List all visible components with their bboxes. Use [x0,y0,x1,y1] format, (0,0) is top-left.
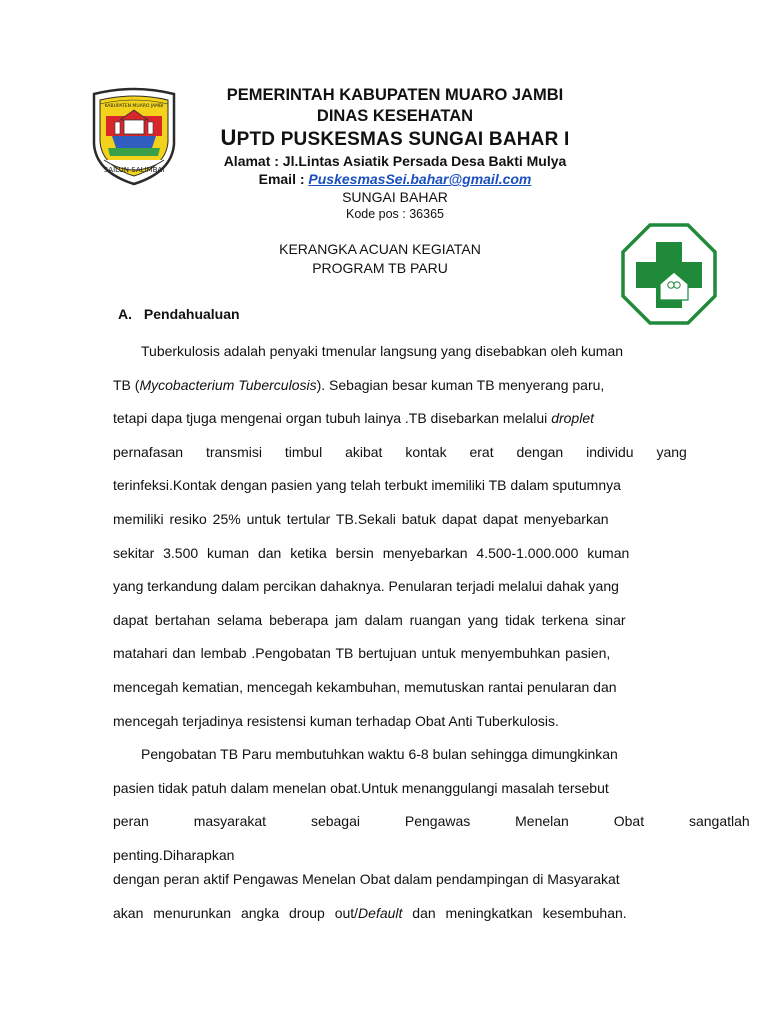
paragraph-line: peran masyarakat sebagai Pengawas Menelan Obat sangatlah [113,813,750,830]
postcode-line [185,206,605,222]
paragraph-line: terinfeksi.Kontak dengan pasien yang telah terbukt imemiliki TB dalam sputumnya [113,477,621,494]
paragraph-line: dapat bertahan selama beberapa jam dalam ruangan yang tidak terkena sinar [113,611,626,628]
document-title [180,240,580,278]
institution-name [185,126,605,152]
paragraph-line: penting.Diharapkan [113,846,235,863]
italic-term: Mycobacterium Tuberculosis [139,376,317,393]
paragraph-line: Tuberkulosis adalah penyaki tmenular langsung yang disebabkan oleh kuman [141,343,624,359]
italic-term: droplet [551,410,594,427]
paragraph-line: mencegah terjadinya resistensi kuman terhadap Obat Anti Tuberkulosis. [113,712,559,729]
paragraph-line: Pengobatan TB Paru membutuhkan waktu 6-8 bulan sehingga dimungkinkan [141,746,618,763]
paragraph-line: dengan peran aktif Pengawas Menelan Obat dalam pendampingan di Masyarakat [113,870,620,887]
paragraph-line: pernafasan transmisi timbul akibat kontak erat dengan individu yang [113,443,687,460]
section-heading [118,306,240,322]
letterhead [185,84,605,222]
paragraph-line: matahari dan lembab .Pengobatan TB bertujuan untuk menyembuhkan pasien, [113,645,611,662]
department-name: DINAS KESEHATAN [316,107,474,125]
email-line [185,170,605,188]
email-label: Email : [258,171,305,187]
email-link[interactable]: PuskesmasSei.bahar@gmail.com [308,171,532,187]
postcode-label: Kode pos : [345,207,406,221]
postcode-value: 36365 [409,207,444,221]
puskesmas-logo [620,222,718,326]
address: Alamat : Jl.Lintas Asiatik Persada Desa Bakti Mulya [223,153,567,169]
logo-top-text: KABUPATEN MUARO JAMBI [104,104,164,109]
place-name: SUNGAI BAHAR [342,189,448,205]
paragraph-line: mencegah kematian, mencegah kekambuhan, memutuskan rantai penularan dan [113,678,617,695]
section-title: Pendahualuan [143,306,240,322]
paragraph-line: sekitar 3.500 kuman dan ketika bersin menyebarkan 4.500-1.000.000 kuman [113,544,630,561]
government-name: PEMERINTAH KABUPATEN MUARO JAMBI [226,86,564,104]
institution-name-rest: PTD PUSKESMAS SUNGAI BAHAR I [236,129,570,150]
institution-initial: U [220,125,237,150]
italic-term: Default [358,904,403,921]
body-text [113,337,750,932]
title-line-2: PROGRAM TB PARU [312,260,448,276]
paragraph-line: memiliki resiko 25% untuk tertular TB.Sekali batuk dapat dapat menyebarkan [113,510,609,527]
paragraph-line: pasien tidak patuh dalam menelan obat.Untuk menanggulangi masalah tersebut [113,779,609,796]
logo-motto-text: SAILUN SALIMBAI [103,166,165,174]
paragraph-line: TB (Mycobacterium Tuberculosis). Sebagian besar kuman TB menyerang paru, [113,376,605,393]
title-line-1: KERANGKA ACUAN KEGIATAN [279,241,481,257]
regency-logo [86,86,182,186]
paragraph-line: akan menurunkan angka droup out/Default dan meningkatkan kesembuhan. [113,904,627,921]
paragraph-line: tetapi dapa tjuga mengenai organ tubuh lainya .TB disebarkan melalui droplet [113,410,594,427]
section-number: A. [118,306,132,322]
paragraph-line: yang terkandung dalam percikan dahaknya. Penularan terjadi melalui dahak yang [113,578,619,595]
